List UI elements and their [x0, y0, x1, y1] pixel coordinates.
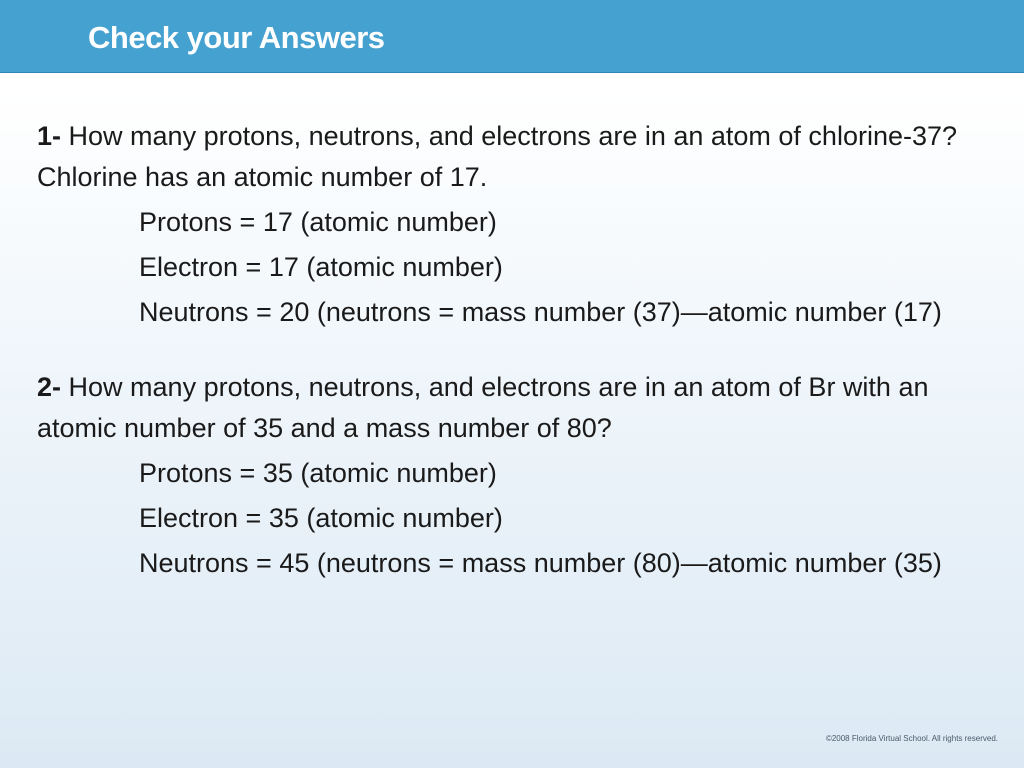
- answer-protons: Protons = 35 (atomic number): [139, 458, 497, 488]
- copyright-notice: ©2008 Florida Virtual School. All rights reserved.: [825, 734, 998, 743]
- question-block-1: [37, 116, 987, 333]
- answer-electrons: Electron = 35 (atomic number): [139, 503, 503, 533]
- question-block-2: [37, 367, 987, 584]
- answer-neutrons: Neutrons = 45 (neutrons = mass number (80)—atomic number (35): [139, 548, 942, 578]
- question-text: How many protons, neutrons, and electrons are in an atom of chlorine-37? Chlorine has an atomic number of 17.: [37, 121, 958, 192]
- slide-title: Check your Answers: [88, 20, 385, 55]
- question-number: 1-: [37, 121, 62, 151]
- answer-neutrons: Neutrons = 20 (neutrons = mass number (37)—atomic number (17): [139, 297, 942, 327]
- question-2: [37, 367, 987, 449]
- question-1: [37, 116, 987, 198]
- question-number: 2-: [37, 372, 62, 402]
- section-spacer: [37, 333, 987, 367]
- answer-electrons: Electron = 17 (atomic number): [139, 252, 503, 282]
- title-bar: [0, 0, 1024, 73]
- answer-protons: Protons = 17 (atomic number): [139, 207, 497, 237]
- question-text: How many protons, neutrons, and electrons are in an atom of Br with an atomic number of 35 and a mass number of 80?: [37, 372, 929, 443]
- slide-content: [37, 116, 987, 584]
